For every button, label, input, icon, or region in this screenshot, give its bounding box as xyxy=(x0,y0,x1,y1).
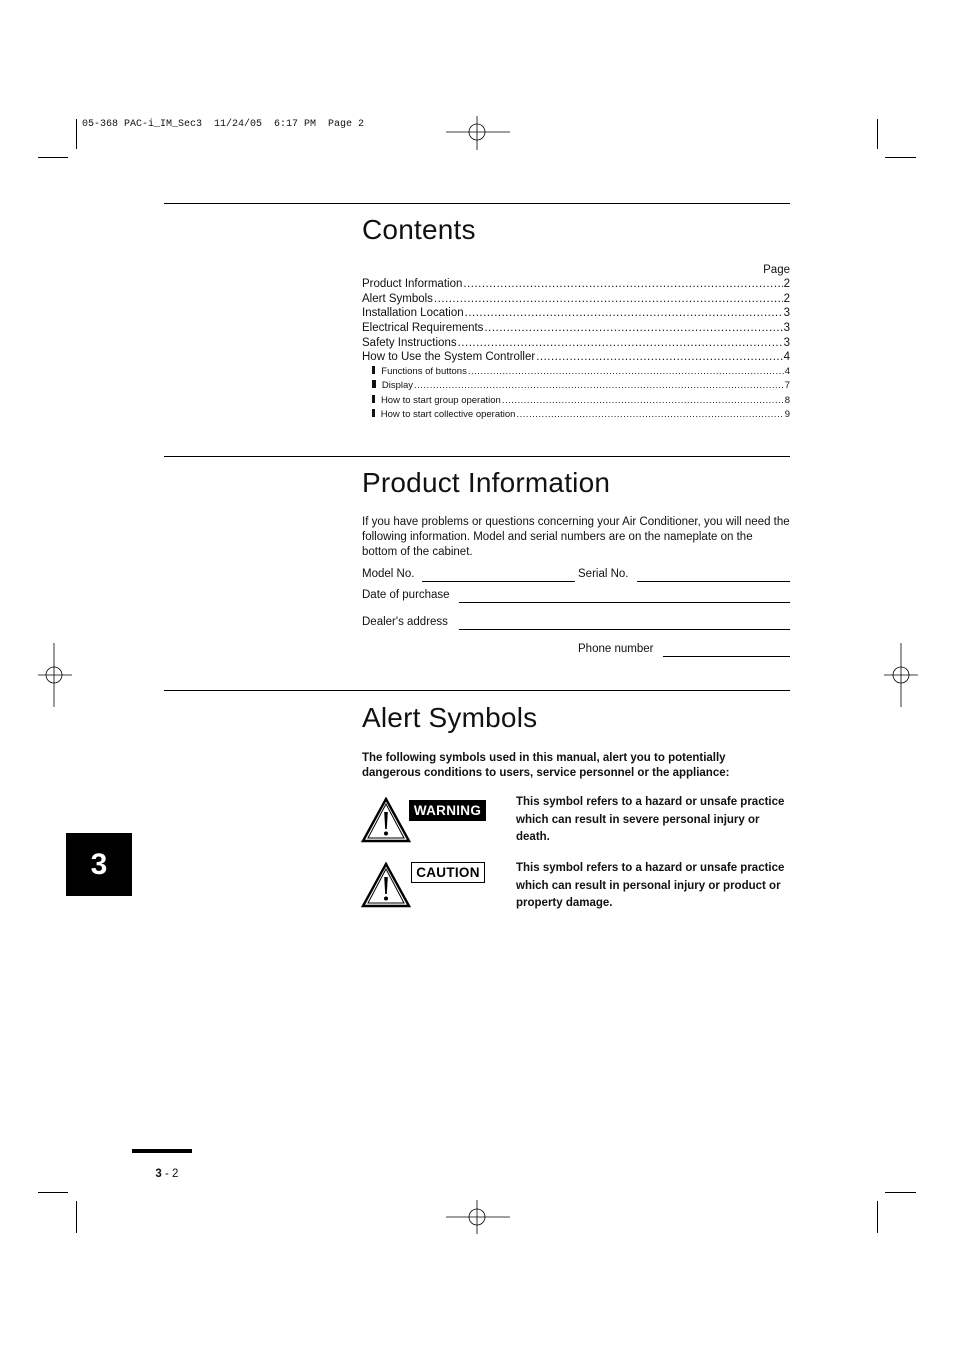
alert-symbols-intro: The following symbols used in this manual, alert you to potentially dangerous conditions to users, service personnel or the appliance: xyxy=(362,752,730,779)
crop-mark xyxy=(76,1201,77,1233)
page-number xyxy=(149,1156,178,1180)
toc-entry[interactable]: How to Use the System Controller ..... 4 xyxy=(362,351,790,366)
crop-mark xyxy=(38,157,68,158)
product-information-title: Product Information xyxy=(362,467,611,498)
crop-mark xyxy=(885,157,916,158)
toc-entry[interactable]: Electrical Requirements ..... 3 xyxy=(362,322,790,337)
toc-sub-entry[interactable]: Display ..... 7 xyxy=(362,380,790,394)
toc-sub-entry[interactable]: How to start collective operation ..... 9 xyxy=(362,409,790,423)
print-header: 05-368 PAC-i_IM_Sec3 11/24/05 6:17 PM Page 2 xyxy=(82,119,365,130)
crop-mark xyxy=(877,119,878,149)
phone-number-label: Phone number xyxy=(578,643,654,655)
contents-title: Contents xyxy=(362,214,476,245)
crop-mark xyxy=(877,1201,878,1233)
section-rule xyxy=(164,456,790,457)
toc-sub-entry[interactable]: How to start group operation ..... 8 xyxy=(362,395,790,409)
square-bullet-icon xyxy=(372,409,375,417)
serial-number-field[interactable] xyxy=(637,581,790,582)
table-of-contents xyxy=(362,278,790,423)
section-rule xyxy=(164,203,790,204)
dealer-address-label: Dealer's address xyxy=(362,616,448,628)
dealer-address-field[interactable] xyxy=(459,629,790,630)
section-tab: 3 xyxy=(66,833,132,896)
crop-mark xyxy=(885,1192,916,1193)
serial-number-label: Serial No. xyxy=(578,568,629,580)
toc-page-label: Page xyxy=(763,264,790,276)
caution-description: This symbol refers to a hazard or unsafe practice which can result in personal injury or product or property damage. xyxy=(516,862,785,909)
footer-section-number: 3 xyxy=(155,1168,162,1180)
crop-mark xyxy=(38,1192,68,1193)
caution-label: CAUTION xyxy=(411,862,485,883)
exclamation-triangle-icon xyxy=(361,797,411,843)
phone-number-field[interactable] xyxy=(663,656,790,657)
warning-label: WARNING xyxy=(409,800,486,821)
toc-entry[interactable]: Product Information ..... 2 xyxy=(362,278,790,293)
model-number-field[interactable] xyxy=(422,581,575,582)
square-bullet-icon xyxy=(372,366,375,374)
product-information-intro: If you have problems or questions concerning your Air Conditioner, you will need the following information. Model and serial numbers are on the nameplate on the bottom of the cabinet. xyxy=(362,516,790,558)
exclamation-triangle-icon xyxy=(361,862,411,908)
date-of-purchase-field[interactable] xyxy=(459,602,790,603)
toc-entry[interactable]: Alert Symbols ..... 2 xyxy=(362,293,790,308)
toc-entry[interactable]: Safety Instructions ..... 3 xyxy=(362,337,790,352)
section-rule xyxy=(164,690,790,691)
alert-symbols-title: Alert Symbols xyxy=(362,702,538,733)
toc-entry[interactable]: Installation Location ..... 3 xyxy=(362,307,790,322)
square-bullet-icon xyxy=(372,380,376,388)
registration-mark-icon xyxy=(38,643,72,707)
footer-page-number: 2 xyxy=(172,1168,179,1180)
warning-description: This symbol refers to a hazard or unsafe practice which can result in severe personal injury or death. xyxy=(516,796,785,843)
registration-mark-icon xyxy=(884,643,918,707)
date-of-purchase-label: Date of purchase xyxy=(362,589,450,601)
toc-sub-entry[interactable]: Functions of buttons ..... 4 xyxy=(362,366,790,380)
registration-mark-icon xyxy=(446,116,510,150)
footer-rule xyxy=(132,1149,192,1153)
registration-mark-icon xyxy=(446,1200,510,1234)
crop-mark xyxy=(76,119,77,149)
model-number-label: Model No. xyxy=(362,568,415,580)
footer-separator: - xyxy=(161,1168,173,1180)
square-bullet-icon xyxy=(372,395,375,403)
